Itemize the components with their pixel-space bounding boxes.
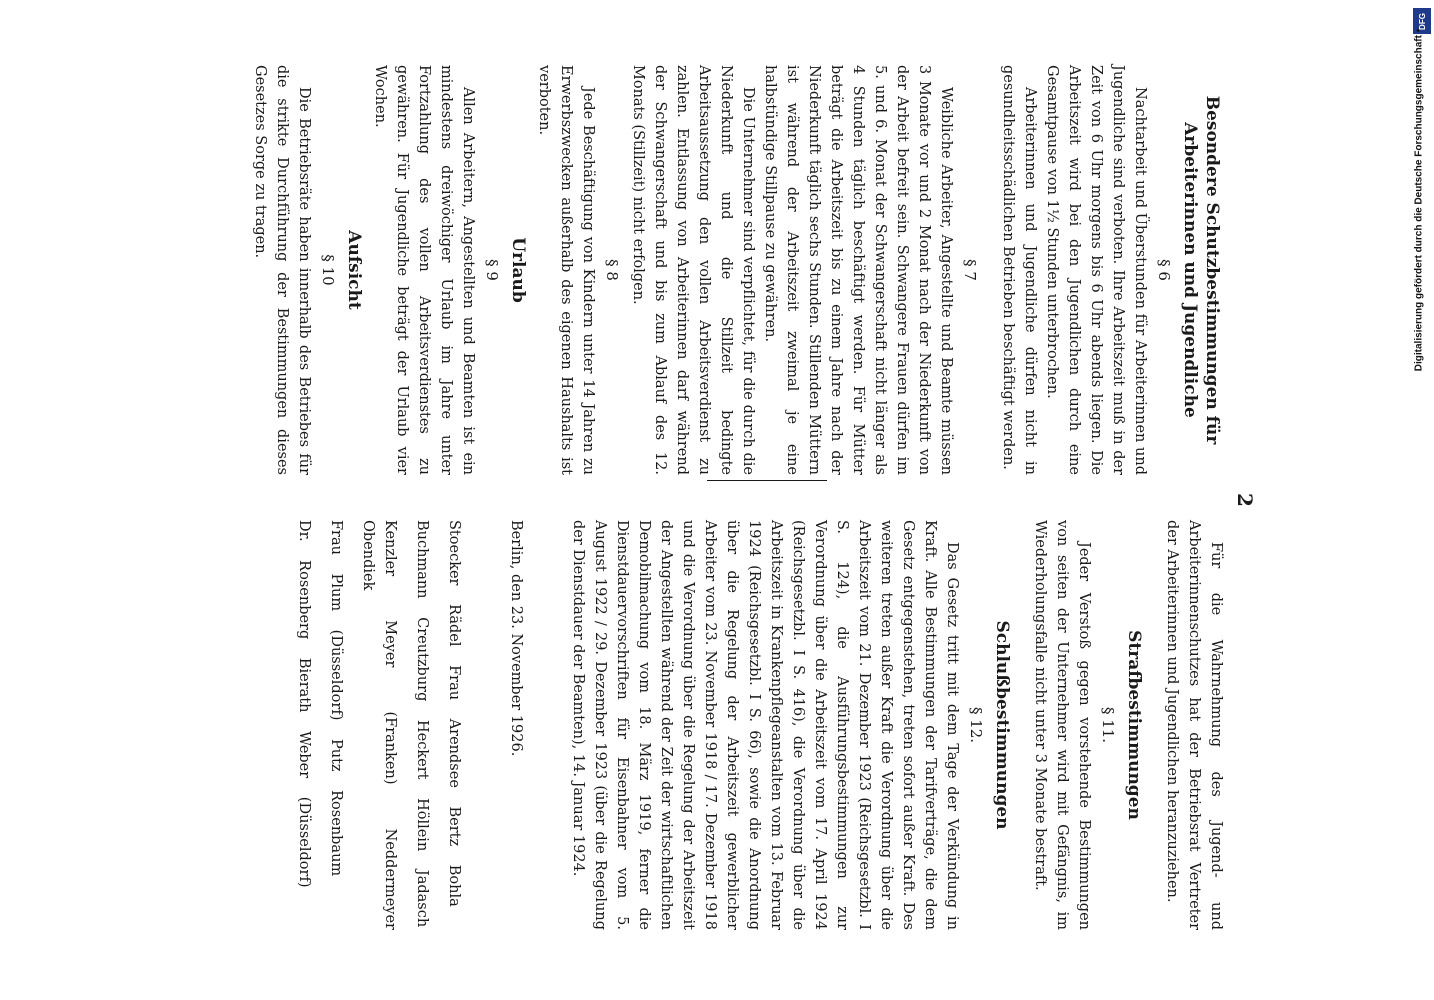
section-6-paragraph-1: Nachtarbeit und Überstunden für Arbeiterinnen und Jugendliche sind verboten. Ihre Arbeitszeit muß in der Zeit von 6 Uhr morgens bis 6 Uhr abends liegen. Die Arbeitszeit wird bei den Jugendlichen durch eine Gesamtpause von 1½ Stunden unterbrochen.	[1044, 65, 1148, 475]
signatory-line: Frau Plum (Düsseldorf) Putz Rosenbaum	[328, 520, 344, 877]
document-page	[177, 60, 1257, 940]
section-8-number: § 8	[603, 259, 621, 281]
signatory-line: Kenzler Meyer (Franken) Neddermeyer Obendiek	[360, 520, 398, 930]
section-9-number: § 9	[483, 259, 501, 281]
heading-special-protection: Besondere Schutzbestimmungen für Arbeiterinnen und Jugendliche	[1180, 95, 1222, 445]
signatory-line: Dr. Rosenberg Bierath Weber (Düsseldorf)	[296, 520, 312, 888]
section-11-number: § 11.	[1099, 706, 1117, 744]
column-divider	[707, 480, 827, 481]
dfg-logo-text: DFG	[1417, 12, 1427, 30]
place-and-date: Berlin, den 23. November 1926.	[508, 520, 524, 757]
section-7-paragraph-2: Die Unternehmer sind verpflichtet, für die durch die Niederkunft und die Stillzeit bedingte Arbeitsaussetzung den vollen Arbeitsverdienst zu zahlen. Entlassung von Arbeiterinnen darf während der Schwangerschaft und bis zum Ablauf des 12. Monats (Stillzeit) nicht erfolgen.	[630, 65, 756, 475]
section-9-paragraph-1: Allen Arbeitern, Angestellten und Beamten ist ein mindestens dreiwöchiger Urlaub im Jahre unter Fortzahlung des vollen Arbeitsverdienstes zu gewähren. Für Jugendliche beträgt der Urlaub vier Wochen.	[372, 65, 476, 475]
heading-vacation: Urlaub	[508, 237, 528, 303]
signatory-list	[293, 520, 465, 930]
intro-paragraph: Für die Wahrnehmung des Jugend- und Arbeiterinnenschutzes hat der Betriebsrat Vertreter der Arbeiterinnen und Jugendlichen heranzuziehen.	[1164, 520, 1224, 930]
section-7-paragraph-1: Weibliche Arbeiter, Angestellte und Beamte müssen 3 Monate vor und 2 Monat nach der Niederkunft von der Arbeit befreit sein. Schwangere Frauen dürfen im 5. und 6. Monat der Schwangerschaft nicht länger als 4 Stunden täglich beschäftigt werden. Für Mütter beträgt die Arbeitszeit bis zu einem Jahre nach der Niederkunft täglich sechs Stunden. Stillenden Müttern ist während der Arbeitszeit zweimal je eine halbstündige Stillpause zu gewähren.	[762, 65, 954, 475]
heading-final-provisions: Schlußbestimmungen	[992, 620, 1012, 830]
section-10-paragraph-1: Die Betriebsräte haben innerhalb des Betriebes für die strikte Durchführung der Bestimmungen dieses Gesetzes Sorge zu tragen.	[252, 65, 312, 475]
section-7-number: § 7	[961, 259, 979, 281]
section-11-paragraph-1: Jeder Verstoß gegen vorstehende Bestimmungen von seiten der Unternehmer wird mit Gefängnis, im Wiederholungsfalle nicht unter 3 Monate bestraft.	[1032, 520, 1092, 930]
page-number: 2	[1233, 493, 1257, 507]
signatory-line: Stoecker Rädel Frau Arendsee Bertz Bohla	[446, 520, 462, 907]
section-12-paragraph-1: Das Gesetz tritt mit dem Tage der Verkündung in Kraft. Alle Bestimmungen der Tarifverträge, die dem Gesetz entgegenstehen, treten sofort außer Kraft. Des weiteren treten außer Kraft die Verordnung über die Arbeitszeit vom 21. Dezember 1923 (Reichsgesetzbl. I S. 124), die Ausführungsbestimmungen zur Verordnung über die Arbeitszeit vom 17. April 1924 (Reichsgesetzbl. I S. 416), die Verordnung über die Arbeitszeit in Krankenpflegeanstalten vom 13. Februar 1924 (Reichsgesetzbl. I S. 66), sowie die Anordnung über die Regelung der Arbeitszeit gewerblicher Arbeiter vom 23. November 1918 / 17. Dezember 1918 und die Verordnung über die Regelung der Arbeitszeit der Angestellten während der Zeit der wirtschaftlichen Demobilmachung vom 18. März 1919, ferner die Dienstdauervorschriften für Eisenbahner vom 5. August 1922 / 29. Dezember 1923 (über die Regelung der Dienstdauer der Beamten), 14. Januar 1924.	[570, 520, 960, 930]
section-12-number: § 12.	[967, 706, 985, 744]
section-6-number: § 6	[1155, 259, 1173, 281]
right-column	[283, 520, 1227, 930]
section-8-paragraph-1: Jede Beschäftigung von Kindern unter 14 Jahren zu Erwerbszwecken außerhalb des eigenen Haushalts ist verboten.	[536, 65, 596, 475]
heading-penalties: Strafbestimmungen	[1124, 630, 1144, 820]
signatory-line: Buchmann Creutzburg Heckert Höllein Jadasch	[414, 520, 430, 928]
left-column	[249, 65, 1227, 475]
heading-supervision: Aufsicht	[344, 230, 364, 310]
section-6-paragraph-2: Arbeiterinnen und Jugendliche dürfen nicht in gesundheitsschädlichen Betrieben beschäftigt werden.	[1000, 65, 1038, 475]
digitization-note: Digitalisierung gefördert durch die Deutsche Forschungsgemeinschaft •	[1413, 28, 1425, 372]
section-10-number: § 10	[319, 254, 337, 286]
